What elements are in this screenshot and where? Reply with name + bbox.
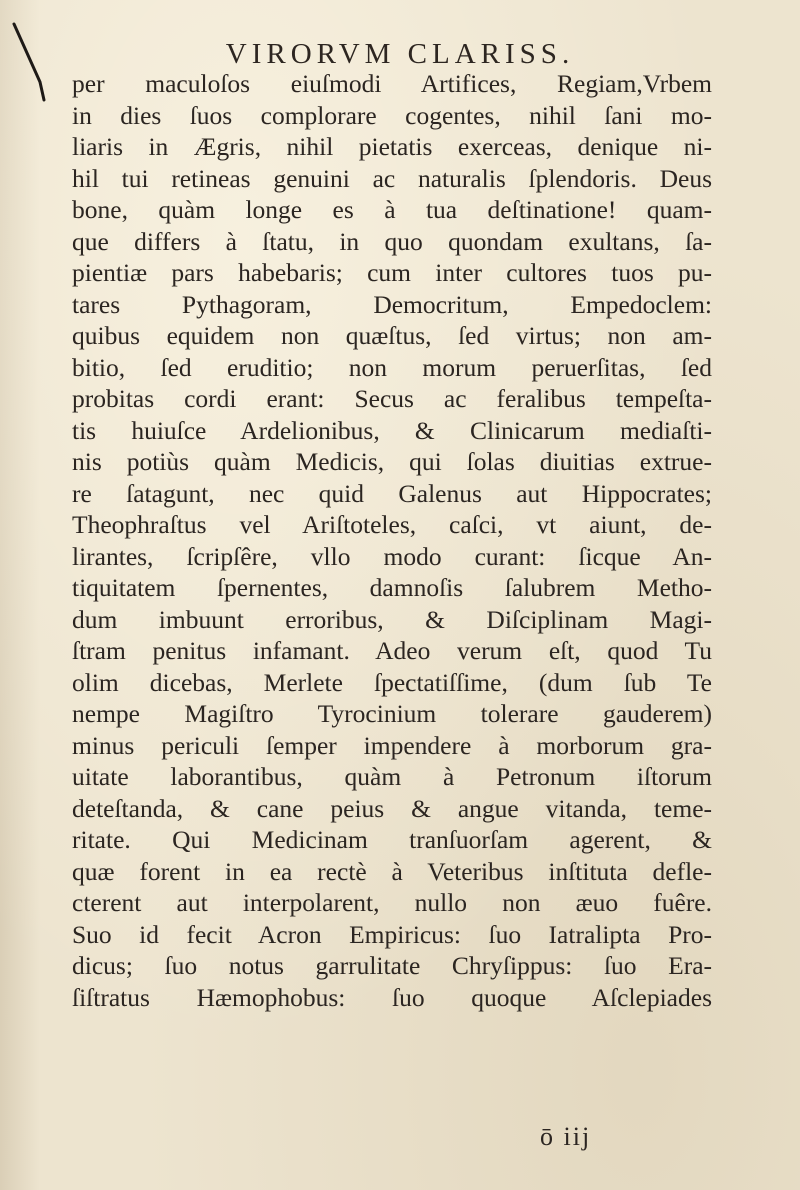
text-line: Theophraſtus vel Ariſtoteles, caſci, vt aiunt, de- — [72, 510, 712, 539]
running-head: VIRORVM CLARISS. — [225, 38, 575, 70]
text-line: deteſtanda, & cane peius & angue vitanda, teme- — [72, 793, 712, 823]
text-line: cterent aut interpolarent, nullo non æuo fuêre. — [72, 888, 712, 917]
text-line: uitate laborantibus, quàm à Petronum iſtorum — [72, 762, 712, 791]
text-line: tis huiuſce Ardelionibus, & Clinicarum mediaſti- — [72, 415, 712, 445]
text-line: bitio, ſed eruditio; non morum peruerſitas, ſed — [72, 352, 712, 382]
body-text — [72, 68, 712, 1013]
text-line: tiquitatem ſpernentes, damnoſis ſalubrem Metho- — [72, 573, 712, 602]
text-line: hil tui retineas genuini ac naturalis ſplendoris. Deus — [72, 163, 712, 193]
text-line: per maculoſos eiuſmodi Artifices, Regiam,Vrbem — [72, 69, 712, 98]
text-line: ritate. Qui Medicinam tranſuorſam agerent, & — [72, 825, 712, 854]
text-line: re ſatagunt, nec quid Galenus aut Hippocrates; — [72, 478, 712, 508]
text-line: in dies ſuos complorare cogentes, nihil ſani mo- — [72, 100, 712, 130]
signature-mark: ō iij — [540, 1122, 592, 1151]
text-line: tares Pythagoram, Democritum, Empedoclem: — [72, 289, 712, 319]
text-line: minus periculi ſemper impendere à morborum gra- — [72, 730, 712, 760]
text-line: bone, quàm longe es à tua deſtinatione! quam- — [72, 195, 712, 224]
text-line: olim dicebas, Merlete ſpectatiſſime, (dum ſub Te — [72, 667, 712, 697]
text-line: nempe Magiſtro Tyrocinium tolerare gauderem) — [72, 699, 712, 728]
text-line: Suo id fecit Acron Empiricus: ſuo Iatralipta Pro- — [72, 919, 712, 949]
text-line: pientiæ pars habebaris; cum inter cultores tuos pu- — [72, 258, 712, 287]
text-line: dicus; ſuo notus garrulitate Chryſippus: ſuo Era- — [72, 951, 712, 980]
text-line: quæ forent in ea rectè à Veteribus inſtituta defle- — [72, 856, 712, 886]
text-line: ſiſtratus Hæmophobus: ſuo quoque Aſclepiades — [72, 982, 712, 1012]
text-line: lirantes, ſcripſêre, vllo modo curant: ſicque An- — [72, 541, 712, 571]
text-line: que differs à ſtatu, in quo quondam exultans, ſa- — [72, 226, 712, 256]
text-line: liaris in Ægris, nihil pietatis exerceas, denique ni- — [72, 132, 712, 161]
text-line: dum imbuunt erroribus, & Diſciplinam Magi- — [72, 604, 712, 634]
text-line: quibus equidem non quæſtus, ſed virtus; non am- — [72, 321, 712, 350]
text-line: ſtram penitus infamant. Adeo verum eſt, quod Tu — [72, 636, 712, 665]
text-line: probitas cordi erant: Secus ac feralibus tempeſta- — [72, 384, 712, 413]
text-line: nis potiùs quàm Medicis, qui ſolas diuitias extrue- — [72, 447, 712, 476]
